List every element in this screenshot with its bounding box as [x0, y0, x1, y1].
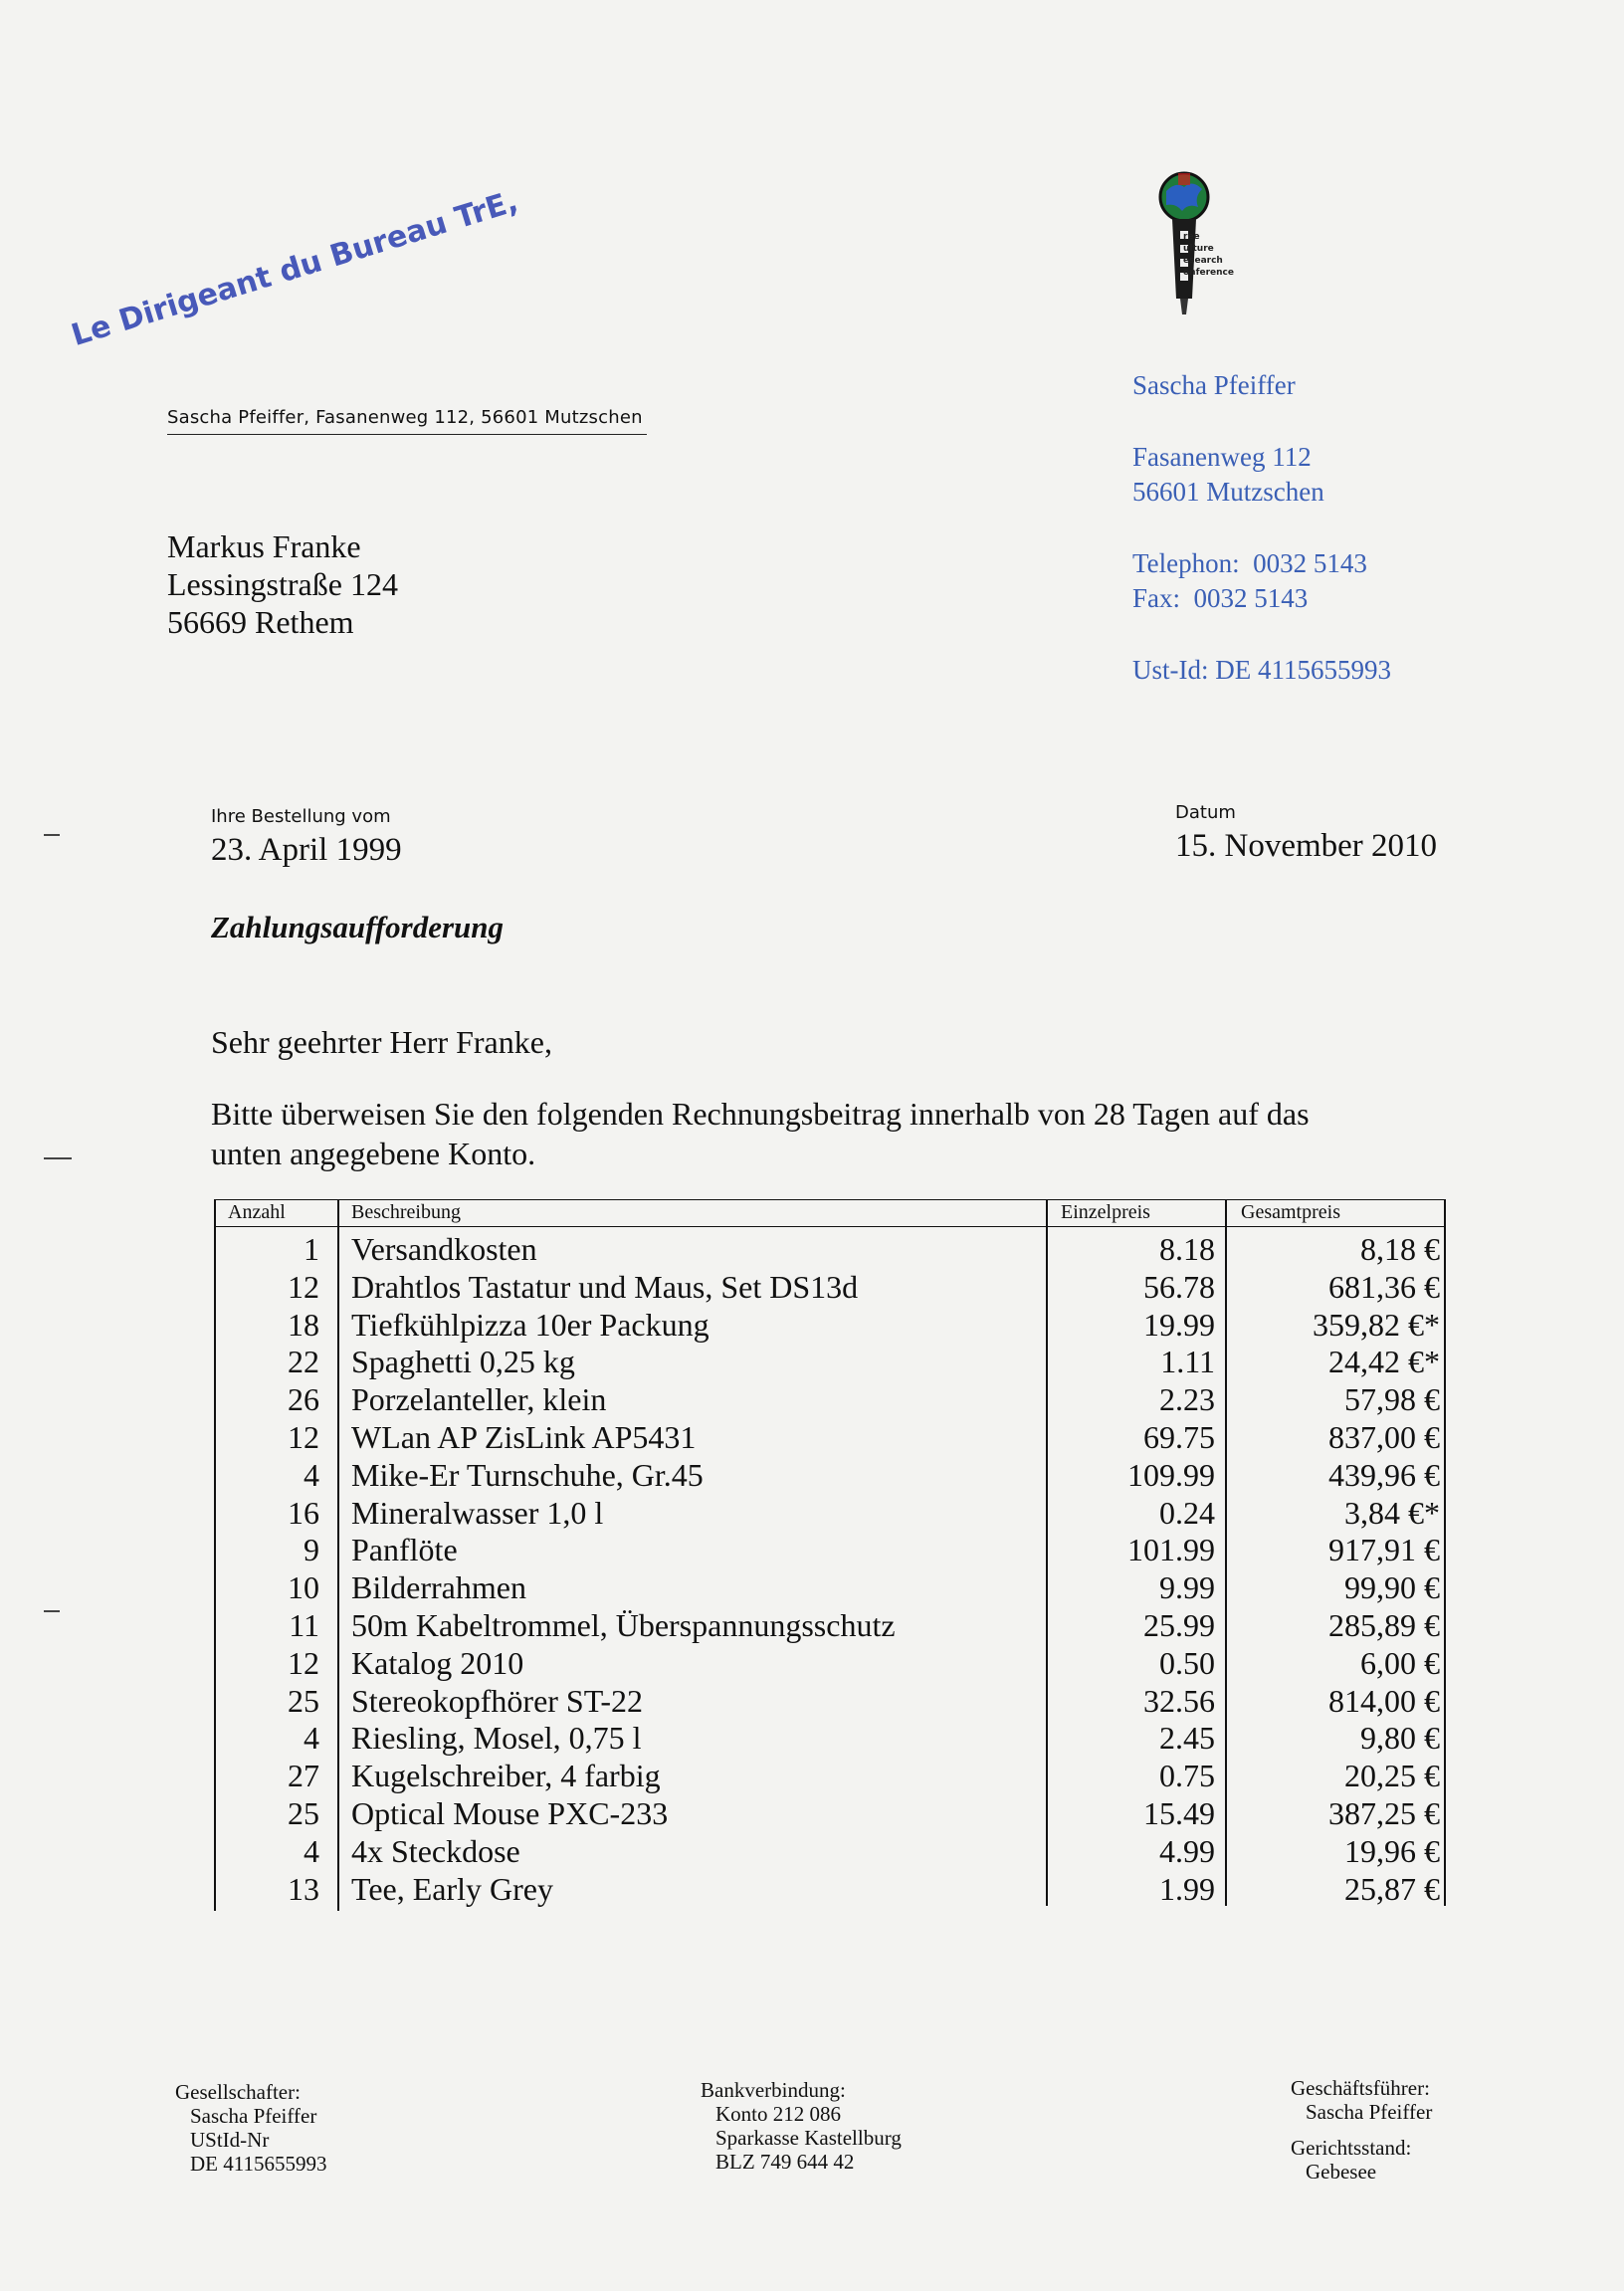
row-total-price: 8,18 € [1360, 1231, 1440, 1267]
order-date: 23. April 1999 [211, 832, 402, 868]
row-description: Katalog 2010 [351, 1644, 524, 1681]
row-total-price: 681,36 € [1328, 1268, 1440, 1305]
recipient-name: Markus Franke [167, 528, 361, 564]
row-unit-price: 15.49 [1143, 1795, 1215, 1831]
table-row [214, 1757, 1445, 1794]
fold-mark-top [44, 834, 60, 836]
company-vat-id: Ust-Id: DE 4115655993 [1132, 655, 1391, 685]
row-quantity: 26 [288, 1381, 319, 1418]
row-unit-price: 1.11 [1160, 1344, 1215, 1380]
row-total-price: 837,00 € [1328, 1419, 1440, 1455]
footer-partner [175, 2080, 326, 2176]
court-label: Gerichtsstand: [1291, 2136, 1412, 2160]
header-description: Beschreibung [351, 1201, 461, 1223]
fold-mark-middle [44, 1157, 72, 1159]
company-street: Fasanenweg 112 [1132, 442, 1312, 472]
intro-text [211, 1094, 1445, 1173]
manager-name: Sascha Pfeiffer [1306, 2100, 1433, 2124]
row-quantity: 22 [288, 1344, 319, 1380]
row-description: Mike-Er Turnschuhe, Gr.45 [351, 1456, 704, 1493]
table-row [214, 1230, 1445, 1268]
row-description: Porzelanteller, klein [351, 1381, 607, 1418]
row-quantity: 25 [288, 1682, 319, 1719]
row-quantity: 27 [288, 1758, 319, 1794]
table-row [214, 1268, 1445, 1306]
row-total-price: 917,91 € [1328, 1532, 1440, 1568]
row-quantity: 18 [288, 1306, 319, 1343]
row-quantity: 4 [304, 1456, 319, 1493]
row-description: Kugelschreiber, 4 farbig [351, 1758, 661, 1794]
document-date: 15. November 2010 [1175, 828, 1438, 864]
company-fax: Fax: 0032 5143 [1132, 583, 1309, 613]
row-description: Bilderrahmen [351, 1569, 526, 1606]
table-row [214, 1719, 1445, 1757]
row-unit-price: 2.23 [1159, 1381, 1215, 1418]
row-unit-price: 69.75 [1143, 1419, 1215, 1455]
partner-vat-label: UStId-Nr [190, 2128, 270, 2152]
partner-name: Sascha Pfeiffer [190, 2104, 317, 2128]
header-total-price: Gesamtpreis [1241, 1201, 1340, 1223]
table-row [214, 1456, 1445, 1494]
table-row [214, 1568, 1445, 1606]
row-quantity: 25 [288, 1795, 319, 1831]
row-unit-price: 19.99 [1143, 1306, 1215, 1343]
row-quantity: 13 [288, 1870, 319, 1907]
row-description: Riesling, Mosel, 0,75 l [351, 1720, 642, 1757]
recipient-city: 56669 Rethem [167, 604, 354, 640]
row-quantity: 11 [289, 1607, 319, 1643]
logo-text: ree ulture esearch onference [1183, 232, 1234, 278]
footer-management [1291, 2076, 1432, 2184]
manager-label: Geschäftsführer: [1291, 2076, 1430, 2100]
bank-account: Konto 212 086 [715, 2102, 841, 2126]
row-description: Spaghetti 0,25 kg [351, 1344, 575, 1380]
row-total-price: 57,98 € [1344, 1381, 1440, 1418]
row-unit-price: 1.99 [1159, 1870, 1215, 1907]
row-description: WLan AP ZisLink AP5431 [351, 1419, 697, 1455]
row-total-price: 25,87 € [1344, 1870, 1440, 1907]
row-total-price: 359,82 €* [1313, 1306, 1440, 1343]
row-total-price: 99,90 € [1344, 1569, 1440, 1606]
row-quantity: 16 [288, 1494, 319, 1531]
company-name: Sascha Pfeiffer [1132, 370, 1296, 400]
row-quantity: 10 [288, 1569, 319, 1606]
table-row [214, 1682, 1445, 1720]
row-description: 4x Steckdose [351, 1832, 520, 1869]
bank-blz: BLZ 749 644 42 [715, 2150, 855, 2174]
row-unit-price: 0.24 [1159, 1494, 1215, 1531]
row-total-price: 814,00 € [1328, 1682, 1440, 1719]
table-row [214, 1531, 1445, 1568]
row-quantity: 1 [304, 1231, 319, 1267]
row-unit-price: 9.99 [1159, 1569, 1215, 1606]
table-row [214, 1380, 1445, 1418]
partner-vat: DE 4115655993 [190, 2152, 327, 2176]
row-unit-price: 0.50 [1159, 1644, 1215, 1681]
row-total-price: 387,25 € [1328, 1795, 1440, 1831]
row-total-price: 24,42 €* [1328, 1344, 1440, 1380]
table-row [214, 1870, 1445, 1908]
sender-return-address: Sascha Pfeiffer, Fasanenweg 112, 56601 Mutzschen [167, 407, 647, 435]
salutation: Sehr geehrter Herr Franke, [211, 1024, 552, 1060]
row-description: Stereokopfhörer ST-22 [351, 1682, 643, 1719]
header-unit-price: Einzelpreis [1061, 1201, 1150, 1223]
company-phone: Telephon: 0032 5143 [1132, 548, 1367, 578]
row-description: 50m Kabeltrommel, Überspannungsschutz [351, 1607, 896, 1643]
court-city: Gebesee [1306, 2160, 1377, 2184]
row-description: Drahtlos Tastatur und Maus, Set DS13d [351, 1268, 859, 1305]
row-quantity: 12 [288, 1268, 319, 1305]
row-description: Mineralwasser 1,0 l [351, 1494, 604, 1531]
row-unit-price: 32.56 [1143, 1682, 1215, 1719]
fold-mark-bottom [44, 1610, 60, 1612]
row-total-price: 6,00 € [1360, 1644, 1440, 1681]
table-row [214, 1343, 1445, 1380]
intro-line-2: unten angegebene Konto. [211, 1136, 536, 1171]
row-quantity: 4 [304, 1720, 319, 1757]
table-row [214, 1794, 1445, 1832]
row-unit-price: 25.99 [1143, 1607, 1215, 1643]
row-quantity: 9 [304, 1532, 319, 1568]
partner-label: Gesellschafter: [175, 2080, 301, 2104]
row-unit-price: 4.99 [1159, 1832, 1215, 1869]
row-total-price: 285,89 € [1328, 1607, 1440, 1643]
intro-line-1: Bitte überweisen Sie den folgenden Rechnungsbeitrag innerhalb von 28 Tagen auf das [211, 1096, 1310, 1132]
row-unit-price: 109.99 [1127, 1456, 1215, 1493]
row-quantity: 4 [304, 1832, 319, 1869]
row-description: Panflöte [351, 1532, 458, 1568]
row-total-price: 9,80 € [1360, 1720, 1440, 1757]
table-row [214, 1606, 1445, 1644]
row-unit-price: 101.99 [1127, 1532, 1215, 1568]
row-description: Versandkosten [351, 1231, 537, 1267]
row-description: Optical Mouse PXC-233 [351, 1795, 669, 1831]
table-row [214, 1306, 1445, 1344]
row-unit-price: 2.45 [1159, 1720, 1215, 1757]
row-unit-price: 8.18 [1159, 1231, 1215, 1267]
order-date-label: Ihre Bestellung vom [211, 806, 391, 827]
row-total-price: 439,96 € [1328, 1456, 1440, 1493]
row-total-price: 20,25 € [1344, 1758, 1440, 1794]
company-city: 56601 Mutzschen [1132, 477, 1324, 507]
footer-bank [701, 2078, 902, 2174]
row-quantity: 12 [288, 1644, 319, 1681]
table-row [214, 1832, 1445, 1870]
row-description: Tiefkühlpizza 10er Packung [351, 1306, 710, 1343]
table-row [214, 1644, 1445, 1682]
recipient-street: Lessingstraße 124 [167, 566, 398, 602]
header-qty: Anzahl [228, 1201, 286, 1223]
date-label: Datum [1175, 802, 1236, 823]
table-row [214, 1494, 1445, 1532]
row-unit-price: 0.75 [1159, 1758, 1215, 1794]
table-row [214, 1418, 1445, 1456]
bank-name: Sparkasse Kastellburg [715, 2126, 902, 2150]
row-total-price: 19,96 € [1344, 1832, 1440, 1869]
row-unit-price: 56.78 [1143, 1268, 1215, 1305]
row-quantity: 12 [288, 1419, 319, 1455]
rubber-stamp: Le Dirigeant du Bureau TrE, [67, 184, 522, 353]
document-title: Zahlungsaufforderung [211, 910, 505, 944]
bank-label: Bankverbindung: [701, 2078, 846, 2102]
row-description: Tee, Early Grey [351, 1870, 553, 1907]
row-total-price: 3,84 €* [1344, 1494, 1440, 1531]
